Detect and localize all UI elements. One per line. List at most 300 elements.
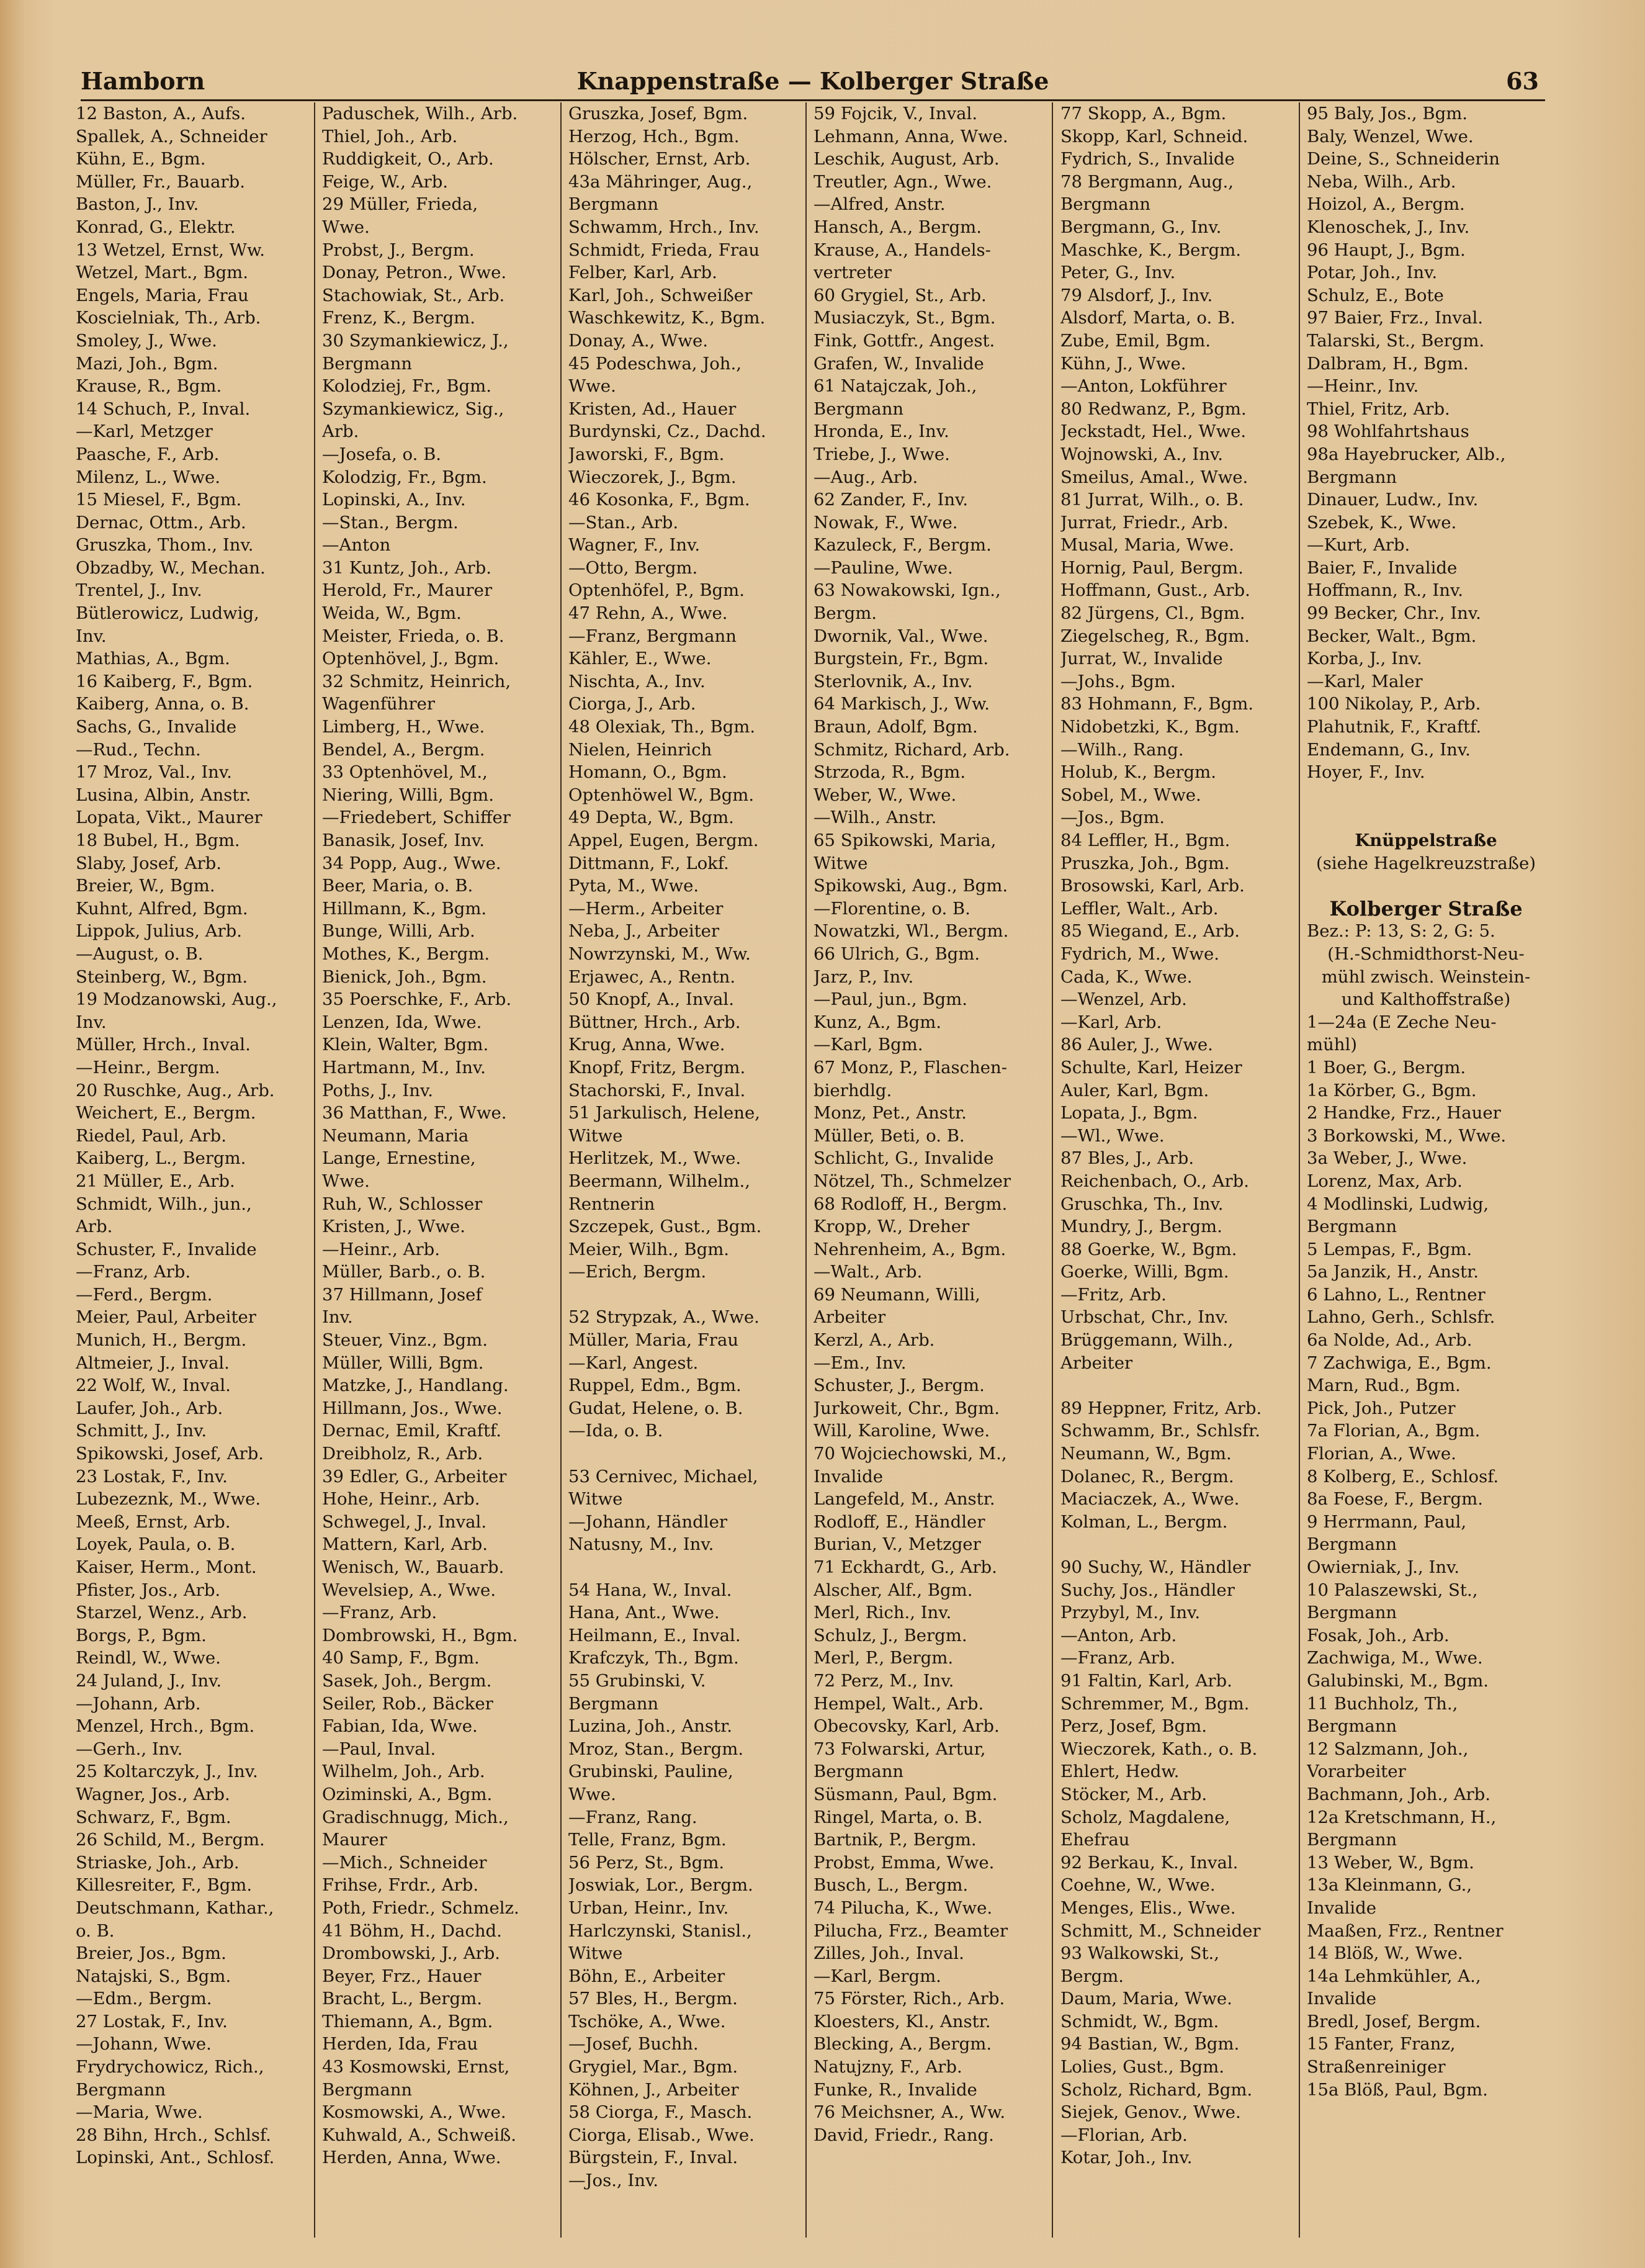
directory-columns [76,102,1540,2238]
directory-entry: Kolman, L., Bergm. [1060,1511,1228,1532]
directory-entry: Kolodziej, Fr., Bgm. [322,376,491,397]
directory-entry: 53 Cernivec, Michael, [568,1466,758,1487]
directory-entry: —Florentine, o. B. [814,898,970,919]
directory-entry: Herzog, Hch., Bgm. [568,126,740,146]
directory-entry: Arbeiter [1060,1352,1133,1373]
directory-entry: 73 Folwarski, Artur, [814,1739,986,1759]
directory-entry: Pruszka, Joh., Bgm. [1060,853,1230,873]
directory-entry: Felber, Karl, Arb. [568,263,717,283]
directory-entry: Straßenreiniger [1307,2057,1446,2077]
directory-entry: Wetzel, Mart., Bgm. [76,263,248,283]
column-5 [1058,102,1300,2238]
directory-entry: 75 Förster, Rich., Arb. [814,1989,1005,2009]
directory-entry: Beer, Maria, o. B. [322,876,473,896]
directory-entry: —Karl, Angest. [568,1352,699,1373]
directory-entry: 29 Müller, Frieda, [322,194,478,215]
directory-entry: Nielen, Heinrich [568,739,712,760]
directory-entry: Optenhövel, J., Bgm. [322,649,500,669]
directory-entry: Stöcker, M., Arb. [1060,1784,1208,1804]
directory-entry: Schuster, F., Invalide [76,1239,257,1259]
directory-entry: Bergmann [76,2079,166,2100]
directory-entry: Appel, Eugen, Bergm. [568,830,759,850]
directory-entry: Bachmann, Joh., Arb. [1307,1784,1490,1804]
directory-entry: 79 Alsdorf, J., Inv. [1060,285,1213,305]
directory-entry: Waschkewitz, K., Bgm. [568,308,766,328]
directory-entry: Daum, Maria, Wwe. [1060,1989,1232,2009]
directory-entry: Pick, Joh., Putzer [1307,1398,1456,1418]
directory-entry: 77 Skopp, A., Bgm. [1060,104,1227,124]
directory-entry: 63 Nowakowski, Ign., [814,580,1001,601]
directory-entry: Zachwiga, M., Wwe. [1307,1648,1483,1668]
directory-entry: Optenhöwel W., Bgm. [568,785,755,805]
directory-entry: Büttner, Hrch., Arb. [568,1012,741,1032]
directory-entry: Witwe [814,853,868,873]
directory-entry: Dwornik, Val., Wwe. [814,626,988,646]
directory-entry: Poth, Friedr., Schmelz. [322,1897,519,1918]
kolberger-note-1: (H.-Schmidthorst-Neu- [1327,943,1525,964]
directory-entry: Bergmann [1307,467,1397,487]
directory-entry: Mazi, Joh., Bgm. [76,353,218,374]
directory-entry: 3 Borkowski, M., Wwe. [1307,1125,1507,1146]
directory-entry: 43 Kosmowski, Ernst, [322,2057,510,2077]
directory-entry: 26 Schild, M., Bergm. [76,1830,265,1850]
directory-entry: Stachowiak, St., Arb. [322,285,505,305]
directory-entry: Baly, Wenzel, Wwe. [1307,126,1474,146]
directory-entry: Kühn, J., Wwe. [1060,353,1186,374]
directory-entry: —Johann, Händler [568,1511,727,1532]
directory-entry: Deutschmann, Kathar., [76,1897,274,1918]
directory-entry: Wwe. [322,1171,370,1191]
directory-entry: 20 Ruschke, Aug., Arb. [76,1080,275,1100]
directory-entry: vertreter [814,263,892,283]
directory-entry: —Karl, Bergm. [814,1966,941,1986]
directory-entry: Coehne, W., Wwe. [1060,1875,1216,1896]
directory-entry: 41 Böhm, H., Dachd. [322,1920,502,1941]
directory-entry: 18 Bubel, H., Bgm. [76,830,240,850]
directory-entry: 15a Blöß, Paul, Bgm. [1307,2079,1488,2100]
directory-entry: Hartmann, M., Inv. [322,1057,486,1078]
directory-entry: Baier, F., Invalide [1307,557,1458,578]
directory-entry: 12a Kretschmann, H., [1307,1807,1497,1827]
directory-entry: Ehlert, Hedw. [1060,1762,1180,1782]
column-6 [1304,102,1545,2238]
directory-entry: Kristen, Ad., Hauer [568,398,737,419]
directory-entry: 23 Lostak, F., Inv. [76,1466,228,1487]
directory-entry: Erjawec, A., Rentn. [568,966,736,987]
directory-entry: 99 Becker, Chr., Inv. [1307,603,1481,624]
directory-entry: 65 Spikowski, Maria, [814,830,997,850]
directory-entry: Köhnen, J., Arbeiter [568,2079,739,2100]
directory-entry: —Wilh., Anstr. [814,808,937,828]
directory-entry: Busch, L., Bergm. [814,1875,969,1896]
directory-entry: Probst, Emma, Wwe. [814,1852,995,1873]
directory-entry: Hillmann, K., Bgm. [322,898,487,919]
directory-entry: Smoley, J., Wwe. [76,330,217,351]
directory-entry: 59 Fojcik, V., Inval. [814,104,978,124]
directory-entry: Lehmann, Anna, Wwe. [814,126,1008,146]
directory-entry: 83 Hohmann, F., Bgm. [1060,694,1254,714]
directory-entry: Baston, J., Inv. [76,194,199,215]
directory-entry: Obecovsky, Karl, Arb. [814,1716,1000,1737]
directory-entry: Matzke, J., Handlang. [322,1375,509,1396]
directory-entry: 88 Goerke, W., Bgm. [1060,1239,1237,1259]
directory-entry: Bergmann [1307,1830,1397,1850]
kolberger-heading: Kolberger Straße [1329,897,1523,920]
directory-entry: Alsdorf, Marta, o. B. [1060,308,1235,328]
directory-entry: Musal, Maria, Wwe. [1060,535,1234,556]
directory-entry: 30 Szymankiewicz, J., [322,330,509,351]
directory-entry: Fink, Gottfr., Angest. [814,330,995,351]
directory-entry: —Erich, Bergm. [568,1262,707,1282]
directory-entry: Ziegelscheg, R., Bgm. [1060,626,1250,646]
directory-entry: 16 Kaiberg, F., Bgm. [76,671,253,691]
directory-entry: Riedel, Paul, Arb. [76,1125,226,1146]
directory-entry: Nischta, A., Inv. [568,671,706,691]
directory-entry: Wojnowski, A., Inv. [1060,444,1224,464]
directory-entry: Schwamm, Br., Schlsfr. [1060,1421,1260,1441]
directory-entry: Spikowski, Josef, Arb. [76,1444,264,1464]
directory-entry: Braun, Adolf, Bgm. [814,717,978,737]
directory-entry: Meeß, Ernst, Arb. [76,1511,231,1532]
directory-entry: 7 Zachwiga, E., Bgm. [1307,1352,1492,1373]
directory-entry: Beermann, Wilhelm., [568,1171,750,1191]
directory-entry: Niering, Willi, Bgm. [322,785,494,805]
directory-entry: Bürgstein, F., Inval. [568,2148,738,2168]
directory-entry: Frenz, K., Bergm. [322,308,476,328]
directory-entry: Natajski, S., Bgm. [76,1966,231,1986]
directory-entry: Bütlerowicz, Ludwig, [76,603,259,624]
directory-entry: 52 Strypzak, A., Wwe. [568,1307,760,1328]
directory-entry: Kolodzig, Fr., Bgm. [322,467,487,487]
directory-entry: Mattern, Karl, Arb. [322,1534,488,1555]
directory-entry: 9 Herrmann, Paul, [1307,1511,1467,1532]
directory-entry: Przybyl, M., Inv. [1060,1603,1201,1623]
directory-entry: Drombowski, J., Arb. [322,1943,501,1964]
directory-entry: Ehefrau [1060,1830,1130,1850]
directory-entry: bierhdlg. [814,1080,892,1100]
directory-entry: —Aug., Arb. [814,467,918,487]
directory-entry: Schuster, J., Bergm. [814,1375,985,1396]
directory-entry: Zube, Emil, Bgm. [1060,330,1211,351]
header-city: Hamborn [81,67,205,95]
directory-entry: Bergm. [1060,1966,1124,1986]
directory-entry: Nowatzki, Wl., Bergm. [814,921,1009,942]
directory-entry: 68 Rodloff, H., Bergm. [814,1194,1008,1214]
directory-entry: Szczepek, Gust., Bgm. [568,1217,762,1237]
directory-entry: Bergmann [1307,1603,1397,1623]
directory-entry: o. B. [76,1920,115,1941]
directory-entry: Telle, Franz, Bgm. [568,1830,727,1850]
directory-entry: Bergmann [1307,1716,1397,1737]
directory-entry: 84 Leffler, H., Bgm. [1060,830,1230,850]
directory-entry: Müller, Maria, Frau [568,1330,739,1351]
directory-entry: 5a Janzik, H., Anstr. [1307,1262,1479,1282]
directory-entry: Hoffmann, R., Inv. [1307,580,1463,601]
directory-entry: Konrad, G., Elektr. [76,217,236,237]
directory-entry: Probst, J., Bergm. [322,240,475,260]
directory-entry: Gruszka, Josef, Bgm. [568,104,748,124]
directory-entry: —Em., Inv. [814,1352,907,1373]
directory-entry: Wagner, F., Inv. [568,535,701,556]
directory-entry: 31 Kuntz, Joh., Arb. [322,557,491,578]
directory-entry: Monz, Pet., Anstr. [814,1103,967,1123]
directory-entry: Steinberg, W., Bgm. [76,966,248,987]
directory-entry: Dernac, Emil, Kraftf. [322,1421,501,1441]
directory-entry: Alscher, Alf., Bgm. [814,1580,973,1600]
directory-entry: Kloesters, Kl., Anstr. [814,2011,991,2032]
directory-entry: Peter, G., Inv. [1060,263,1176,283]
directory-entry: Wieczorek, J., Bgm. [568,467,737,487]
directory-entry: Perz, Josef, Bgm. [1060,1716,1207,1737]
directory-entry: 17 Mroz, Val., Inv. [76,762,232,783]
directory-entry: Lopinski, Ant., Schlosf. [76,2148,275,2168]
directory-entry: mühl) [1307,1035,1358,1055]
directory-entry: 32 Schmitz, Heinrich, [322,671,511,691]
directory-entry: —Franz, Bergmann [568,626,737,646]
directory-entry: Bartnik, P., Bergm. [814,1830,977,1850]
directory-entry: 78 Bergmann, Aug., [1060,171,1234,192]
directory-entry: 35 Poerschke, F., Arb. [322,989,512,1010]
directory-entry: 6 Lahno, L., Rentner [1307,1284,1486,1305]
directory-entry: 13a Kleinmann, G., [1307,1875,1472,1896]
directory-entry: Mathias, A., Bgm. [76,649,230,669]
directory-entry: Starzel, Wenz., Arb. [76,1603,248,1623]
directory-entry: Trentel, J., Inv. [76,580,202,601]
directory-entry: —Herm., Arbeiter [568,898,724,919]
directory-entry: Dreibholz, R., Arb. [322,1444,483,1464]
kolberger-entries [1307,1011,1545,2102]
directory-entry: Bergmann [814,398,904,419]
directory-entry: Fydrich, S., Invalide [1060,149,1235,169]
directory-entry [568,1556,805,1579]
directory-entry: 47 Rehn, A., Wwe. [568,603,728,624]
directory-entry: Inv. [76,626,107,646]
header-streets: Knappenstraße — Kolberger Straße [576,67,1049,95]
directory-entry: —Johann, Wwe. [76,2034,212,2054]
directory-entry: 13 Wetzel, Ernst, Ww. [76,240,265,260]
directory-entry: Neba, J., Arbeiter [568,921,720,942]
directory-entry: Burian, V., Metzger [814,1534,981,1555]
directory-entry: Galubinski, M., Bgm. [1307,1670,1489,1691]
directory-entry: 10 Palaszewski, St., [1307,1580,1478,1600]
directory-entry: Rentnerin [568,1194,655,1214]
directory-entry: Jurrat, Friedr., Arb. [1060,512,1229,533]
directory-entry: Schwamm, Hrch., Inv. [568,217,760,237]
directory-entry: 4 Modlinski, Ludwig, [1307,1194,1489,1214]
directory-entry: —Maria, Wwe. [76,2102,203,2123]
directory-entry: Lange, Ernestine, [322,1148,476,1169]
directory-entry: 85 Wiegand, E., Arb. [1060,921,1240,942]
directory-entry: Treutler, Agn., Wwe. [814,171,992,192]
directory-entry: Killesreiter, F., Bgm. [76,1875,253,1896]
directory-entry: —Stan., Bergm. [322,512,459,533]
directory-entry: Bracht, L., Bergm. [322,1989,482,2009]
directory-entry: 93 Walkowski, St., [1060,1943,1219,1964]
directory-entry: Donay, Petron., Wwe. [322,263,507,283]
directory-entry: 57 Bles, H., Bergm. [568,1989,738,2009]
directory-entry [1060,1533,1299,1556]
directory-entry: 71 Eckhardt, G., Arb. [814,1557,997,1577]
directory-entry: —Jos., Bgm. [1060,808,1165,828]
directory-entry: —Mich., Schneider [322,1852,487,1873]
directory-entry: Suchy, Jos., Händler [1060,1580,1235,1600]
directory-entry: Korba, J., Inv. [1307,649,1422,669]
directory-entry: Burgstein, Fr., Bgm. [814,649,989,669]
directory-entry: Gruschka, Th., Inv. [1060,1194,1224,1214]
directory-entry: —Wl., Wwe. [1060,1125,1165,1146]
directory-entry: Munich, H., Bergm. [76,1330,247,1351]
directory-entry: —Johs., Bgm. [1060,671,1176,691]
directory-entry: Slaby, Josef, Arb. [76,853,222,873]
directory-entry: —Ferd., Bergm. [76,1284,213,1305]
directory-entry: —Josef, Buchh. [568,2034,699,2054]
directory-entry: 14 Schuch, P., Inval. [76,398,251,419]
directory-entry: Owierniak, J., Inv. [1307,1557,1460,1577]
directory-entry: Marn, Rud., Bgm. [1307,1375,1461,1396]
directory-entry: 66 Ulrich, G., Bgm. [814,943,980,964]
kolberger-bez: Bez.: P: 13, S: 2, G: 5. [1307,921,1495,942]
directory-entry: Menges, Elis., Wwe. [1060,1897,1236,1918]
directory-entry: —Franz, Rang. [568,1807,697,1827]
directory-entry: Sasek, Joh., Bergm. [322,1670,492,1691]
directory-entry: 43a Mähringer, Aug., [568,171,753,192]
directory-entry: Brüggemann, Wilh., [1060,1330,1234,1351]
directory-entry: Wevelsiep, A., Wwe. [322,1580,496,1600]
directory-entry: Schwegel, J., Inval. [322,1511,487,1532]
directory-entry: 80 Redwanz, P., Bgm. [1060,398,1247,419]
directory-entry: Klenoschek, J., Inv. [1307,217,1470,237]
directory-entry: Arbeiter [814,1307,886,1328]
directory-entry: Cada, K., Wwe. [1060,966,1193,987]
directory-entry: Burdynski, Cz., Dachd. [568,421,766,442]
directory-entry: 82 Jürgens, Cl., Bgm. [1060,603,1245,624]
directory-entry: Herden, Anna, Wwe. [322,2148,501,2168]
directory-entry: Beyer, Frz., Hauer [322,1966,482,1986]
kolberger-note-3: und Kalthoffstraße) [1341,989,1511,1010]
directory-entry: Fabian, Ida, Wwe. [322,1716,478,1737]
directory-entry: Stachorski, F., Inval. [568,1080,746,1100]
directory-entry: Mroz, Stan., Bergm. [568,1739,744,1759]
directory-entry: Krause, R., Bgm. [76,376,222,397]
directory-entry: —Walt., Arb. [814,1262,923,1282]
directory-entry: Krug, Anna, Wwe. [568,1035,725,1055]
column-2 [320,102,562,2238]
directory-entry: Witwe [568,1943,623,1964]
directory-entry: Gradischnugg, Mich., [322,1807,509,1827]
directory-entry: Reindl, W., Wwe. [76,1648,221,1668]
directory-entry: Optenhöfel, P., Bgm. [568,580,745,601]
directory-entry: Ciorga, Elisab., Wwe. [568,2125,755,2145]
directory-entry: 89 Heppner, Fritz, Arb. [1060,1398,1262,1418]
directory-entry: Urbschat, Chr., Inv. [1060,1307,1229,1328]
directory-entry: Becker, Walt., Bgm. [1307,626,1477,646]
directory-entry: Hillmann, Jos., Wwe. [322,1398,503,1418]
directory-entry: Szymankiewicz, Sig., [322,398,504,419]
directory-entry: 70 Wojciechowski, M., [814,1444,1007,1464]
directory-entry: —Ida, o. B. [568,1421,663,1441]
directory-entry: Homann, O., Bgm. [568,762,727,783]
directory-entry: Herold, Fr., Maurer [322,580,493,601]
directory-entry: Hana, Ant., Wwe. [568,1603,720,1623]
directory-entry: Pilucha, Frz., Beamter [814,1920,1008,1941]
directory-entry: 98a Hayebrucker, Alb., [1307,444,1506,464]
directory-entry: Pfister, Jos., Arb. [76,1580,221,1600]
directory-entry: Ruppel, Edm., Bgm. [568,1375,742,1396]
directory-entry: Kotar, Joh., Inv. [1060,2148,1193,2168]
directory-entry: Krause, A., Handels- [814,240,991,260]
directory-entry: Klein, Walter, Bgm. [322,1035,489,1055]
directory-entry: 14 Blöß, W., Wwe. [1307,1943,1463,1964]
directory-entry: 19 Modzanowski, Aug., [76,989,277,1010]
directory-entry: Milenz, L., Wwe. [76,467,221,487]
directory-entry: Müller, Hrch., Inval. [76,1035,251,1055]
directory-entry: 15 Fanter, Franz, [1307,2034,1456,2054]
directory-entry: Leffler, Walt., Arb. [1060,898,1219,919]
directory-entry: —Wenzel, Arb. [1060,989,1187,1010]
directory-entry: Bergmann [322,2079,413,2100]
directory-entry: Bergmann [814,1762,904,1782]
directory-entry: —Karl, Bgm. [814,1035,923,1055]
directory-entry: Witwe [568,1125,623,1146]
directory-entry: Grubinski, Pauline, [568,1762,733,1782]
directory-entry: Mothes, K., Bergm. [322,943,490,964]
directory-entry: —Karl, Arb. [1060,1012,1162,1032]
directory-entry: Heilmann, E., Inval. [568,1625,741,1645]
directory-entry: Holub, K., Bergm. [1060,762,1216,783]
directory-entry: Deine, S., Schneiderin [1307,149,1500,169]
directory-entry: Wagenführer [322,694,436,714]
directory-entry: —Kurt, Arb. [1307,535,1410,556]
directory-entry: Wwe. [568,1784,616,1804]
directory-entry: 87 Bles, J., Arb. [1060,1148,1195,1169]
directory-entry: Scholz, Richard, Bgm. [1060,2079,1253,2100]
directory-entry: Spallek, A., Schneider [76,126,267,146]
directory-entry: —Paul, Inval. [322,1739,436,1759]
directory-entry: —Gerh., Inv. [76,1739,183,1759]
directory-entry: Herlitzek, M., Wwe. [568,1148,742,1169]
directory-entry: Neba, Wilh., Arb. [1307,171,1456,192]
directory-entry: Pyta, M., Wwe. [568,876,699,896]
directory-entry: 67 Monz, P., Flaschen- [814,1057,1008,1078]
directory-entry: —Johann, Arb. [76,1693,201,1714]
directory-entry: Siejek, Genov., Wwe. [1060,2102,1241,2123]
directory-entry: Müller, Willi, Bgm. [322,1352,484,1373]
directory-entry: 86 Auler, J., Wwe. [1060,1035,1213,1055]
directory-entry: Vorarbeiter [1307,1762,1406,1782]
directory-entry: Grafen, W., Invalide [814,353,984,374]
directory-entry: Hansch, A., Bergm. [814,217,982,237]
directory-entry: Ruddigkeit, O., Arb. [322,149,494,169]
directory-entry: Müller, Fr., Bauarb. [76,171,245,192]
directory-entry: Borgs, P., Bgm. [76,1625,207,1645]
directory-entry: Invalide [1307,1897,1376,1918]
directory-entry: 90 Suchy, W., Händler [1060,1557,1251,1577]
directory-entry: Goerke, Willi, Bgm. [1060,1262,1229,1282]
directory-entry: 37 Hillmann, Josef [322,1284,482,1305]
directory-entry: Bunge, Willi, Arb. [322,921,475,942]
knueppel-note: (siehe Hagelkreuzstraße) [1316,853,1536,873]
directory-entry: Sobel, M., Wwe. [1060,785,1201,805]
column-3 [566,102,807,2238]
directory-entry: 36 Matthan, F., Wwe. [322,1103,507,1123]
directory-entry: Florian, A., Wwe. [1307,1444,1456,1464]
directory-entry: Kähler, E., Wwe. [568,649,712,669]
directory-entry: Koscielniak, Th., Arb. [76,308,261,328]
directory-entry: Maurer [322,1830,387,1850]
page-number: 63 [1506,67,1539,95]
directory-entry: Bergm. [814,603,877,624]
directory-entry: Krafczyk, Th., Bgm. [568,1648,739,1668]
